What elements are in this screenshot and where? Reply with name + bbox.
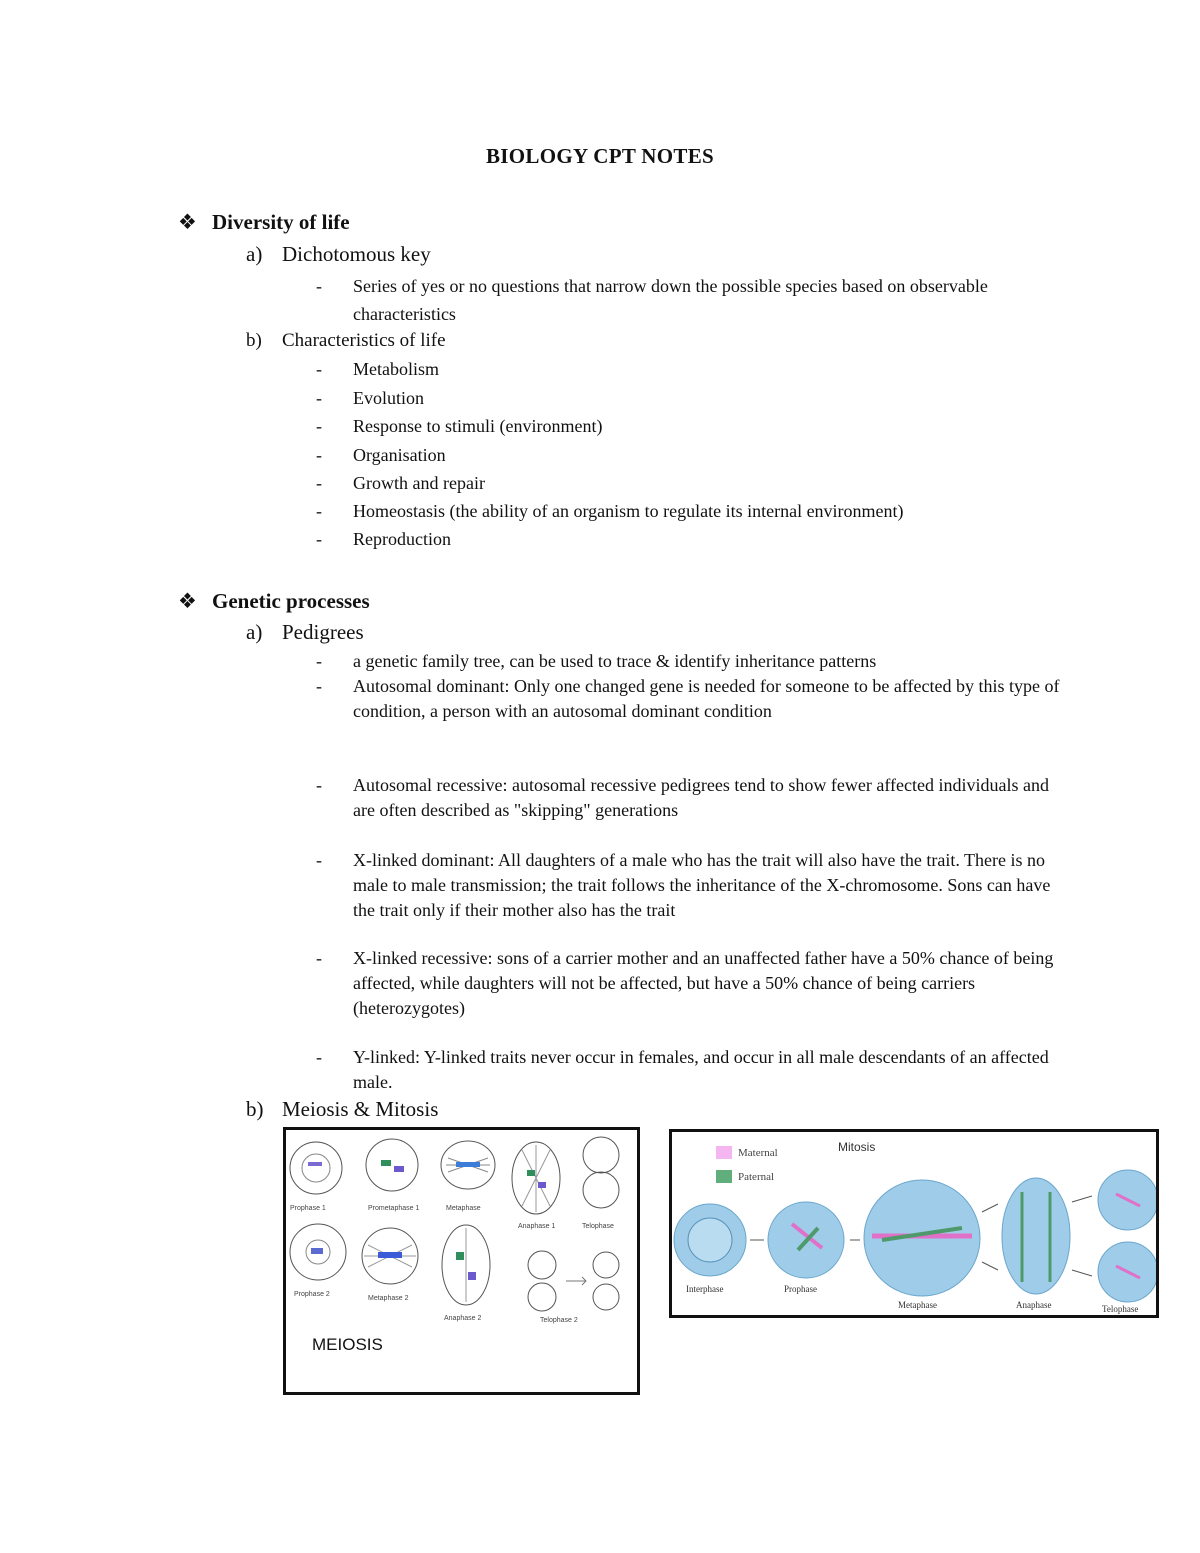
stage-caption: Telophase [582,1223,614,1230]
stage-caption: Interphase [686,1284,724,1294]
stage-caption: Metaphase [446,1205,481,1212]
document-page: BIOLOGY CPT NOTES ❖ Diversity of life a) Dichotomous key - Series of yes or no questions that narrow down the possible species based on observable characteristics b) Characteristics of life - Metabolism - Evolution - Response to stimuli (environment) - Organisation - Growth and repair - Homeostasis (the ability of an organism to regulate its internal environment) - Reproduction ❖ Genetic processes a) Pedigrees - a genetic family tree, can be used to trace & identify inheritance patterns - Autosomal dominant: Only one changed gene is needed for someone to be affected by this type of condition, a person with an autosomal dominant condition - Autosomal recessive: autosomal recessive pedigrees tend to show fewer affected individuals and are often described as "skipping" generations - X-linked dominant: All daughters of a male who has the trait will also have the trait. There is no male to male transmission; the trait follows the inheritance of the X-chromosome. Sons can have the trait only if their mother also has the trait - X-linked recessive: sons of a carrier mother and an unaffected father have a 50% chance of being affected, while daughters will not be affected, but have a 50% chance of being carriers (heterozygotes) - Y-linked: Y-linked traits never occur in females, and occur in all male descendants of an affected male. b) Meiosis & Mitosis Prophase 1 Prometaphase 1 Metaphase Anaphase 1 Telophase Prophase 2 Metaphase 2 Anaphase 2 Telophase 2 MEIOSIS Mitosis Maternal Paternal Interphase Prophase Metaphase Anaphase Telophase [0,0,1200,1553]
stage-caption: Metaphase 2 [368,1295,409,1302]
stage-caption: Prophase 1 [290,1205,326,1212]
subsection-label: a) [246,620,263,644]
subsection-title: Pedigrees [282,620,364,644]
stage-caption: Prophase 2 [294,1291,330,1298]
subsection-label: b) [246,1097,264,1121]
stage-caption: Anaphase [1016,1300,1052,1310]
maternal-label: Maternal [738,1147,778,1159]
page-title: BIOLOGY CPT NOTES [486,144,714,168]
section-heading-text: Diversity of life [212,210,350,234]
stage-caption: Telophase [1102,1304,1139,1314]
subsection-meiosis-mitosis [246,1097,438,1122]
subsection-title: Characteristics of life [282,330,446,351]
meiosis-diagram [286,1130,637,1392]
meiosis-figure [283,1127,640,1395]
diamond-bullet-icon: ❖ [178,589,197,613]
subsection-title: Meiosis & Mitosis [282,1097,439,1121]
stage-caption: Prophase [784,1284,817,1294]
stage-caption: Telophase 2 [540,1317,578,1324]
diamond-bullet-icon: ❖ [178,210,197,234]
stage-caption: Prometaphase 1 [368,1205,420,1212]
paternal-swatch [716,1170,732,1183]
mitosis-figure [669,1129,1159,1318]
subsection-title: Dichotomous key [282,242,431,266]
subsection-label: b) [246,330,262,351]
list-item: - Series of yes or no questions that narrow down the possible species based on observable characteristics [316,276,988,324]
subsection-dichotomous-key [246,242,431,267]
section-heading-diversity [178,210,350,235]
mitosis-diagram [672,1132,1156,1315]
stage-caption: Anaphase 1 [518,1223,556,1230]
section-heading-genetic [178,589,370,614]
subsection-label: a) [246,242,263,266]
stage-caption: Anaphase 2 [444,1315,482,1322]
paternal-label: Paternal [738,1171,775,1183]
maternal-swatch [716,1146,732,1159]
subsection-pedigrees [246,620,364,645]
stage-caption: Metaphase [898,1300,937,1310]
meiosis-label: MEIOSIS [312,1335,383,1354]
section-heading-text: Genetic processes [212,589,370,613]
subsection-characteristics [246,330,446,352]
mitosis-title: Mitosis [838,1140,876,1154]
